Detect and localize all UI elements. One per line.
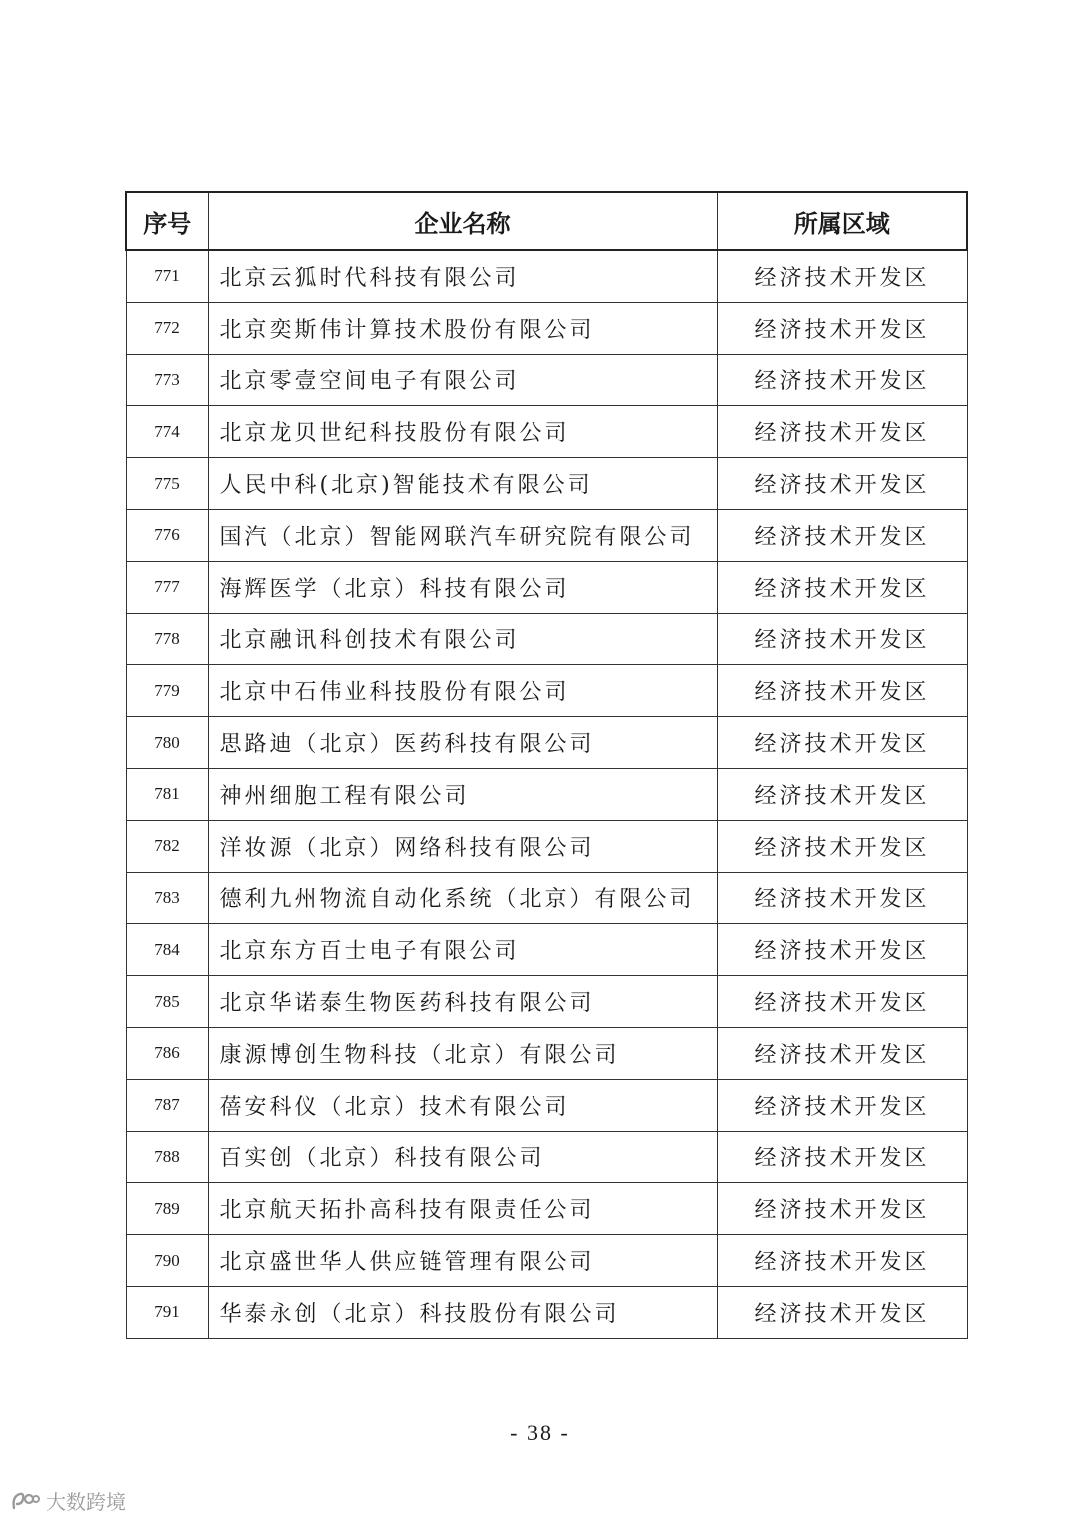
company-name: 蓓安科仪（北京）技术有限公司	[208, 1079, 717, 1131]
region-name: 经济技术开发区	[717, 1235, 967, 1287]
row-index: 772	[126, 302, 208, 354]
region-name: 经济技术开发区	[717, 924, 967, 976]
region-name: 经济技术开发区	[717, 302, 967, 354]
header-region: 所属区域	[717, 192, 967, 250]
table-body	[126, 250, 967, 1338]
table-header	[126, 192, 967, 250]
table-row	[126, 354, 967, 406]
table-row	[126, 820, 967, 872]
table-row	[126, 1183, 967, 1235]
region-name: 经济技术开发区	[717, 613, 967, 665]
table-row	[126, 406, 967, 458]
table-row	[126, 561, 967, 613]
watermark-text: 大数跨境	[46, 1490, 126, 1514]
region-name: 经济技术开发区	[717, 406, 967, 458]
watermark	[10, 1486, 126, 1515]
table-row	[126, 509, 967, 561]
row-index: 784	[126, 924, 208, 976]
row-index: 775	[126, 458, 208, 510]
table-row	[126, 1131, 967, 1183]
company-name: 北京航天拓扑高科技有限责任公司	[208, 1183, 717, 1235]
region-name: 经济技术开发区	[717, 1027, 967, 1079]
region-name: 经济技术开发区	[717, 458, 967, 510]
company-name: 北京零壹空间电子有限公司	[208, 354, 717, 406]
table-row	[126, 717, 967, 769]
row-index: 785	[126, 976, 208, 1028]
row-index: 791	[126, 1286, 208, 1338]
row-index: 773	[126, 354, 208, 406]
company-name: 人民中科(北京)智能技术有限公司	[208, 458, 717, 510]
region-name: 经济技术开发区	[717, 717, 967, 769]
row-index: 787	[126, 1079, 208, 1131]
row-index: 789	[126, 1183, 208, 1235]
row-index: 786	[126, 1027, 208, 1079]
table-row	[126, 768, 967, 820]
table-row	[126, 924, 967, 976]
header-index: 序号	[126, 192, 208, 250]
region-name: 经济技术开发区	[717, 872, 967, 924]
table-row	[126, 302, 967, 354]
table-row	[126, 1079, 967, 1131]
table-row	[126, 250, 967, 302]
enterprise-table	[125, 191, 968, 1339]
row-index: 779	[126, 665, 208, 717]
company-name: 北京龙贝世纪科技股份有限公司	[208, 406, 717, 458]
table-row	[126, 458, 967, 510]
company-name: 北京奕斯伟计算技术股份有限公司	[208, 302, 717, 354]
table-row	[126, 1286, 967, 1338]
region-name: 经济技术开发区	[717, 1183, 967, 1235]
row-index: 788	[126, 1131, 208, 1183]
region-name: 经济技术开发区	[717, 768, 967, 820]
region-name: 经济技术开发区	[717, 509, 967, 561]
company-name: 德利九州物流自动化系统（北京）有限公司	[208, 872, 717, 924]
row-index: 790	[126, 1235, 208, 1287]
company-name: 神州细胞工程有限公司	[208, 768, 717, 820]
company-name: 北京盛世华人供应链管理有限公司	[208, 1235, 717, 1287]
row-index: 774	[126, 406, 208, 458]
table-row	[126, 1027, 967, 1079]
region-name: 经济技术开发区	[717, 665, 967, 717]
region-name: 经济技术开发区	[717, 561, 967, 613]
region-name: 经济技术开发区	[717, 1286, 967, 1338]
row-index: 782	[126, 820, 208, 872]
region-name: 经济技术开发区	[717, 1079, 967, 1131]
row-index: 780	[126, 717, 208, 769]
table-row	[126, 872, 967, 924]
region-name: 经济技术开发区	[717, 354, 967, 406]
header-row	[126, 192, 967, 250]
table-row	[126, 665, 967, 717]
company-name: 思路迪（北京）医药科技有限公司	[208, 717, 717, 769]
row-index: 781	[126, 768, 208, 820]
row-index: 778	[126, 613, 208, 665]
table-row	[126, 1235, 967, 1287]
brand-logo-icon	[10, 1490, 40, 1512]
company-name: 海辉医学（北京）科技有限公司	[208, 561, 717, 613]
row-index: 771	[126, 250, 208, 302]
row-index: 777	[126, 561, 208, 613]
company-name: 北京中石伟业科技股份有限公司	[208, 665, 717, 717]
table-row	[126, 976, 967, 1028]
company-name: 国汽（北京）智能网联汽车研究院有限公司	[208, 509, 717, 561]
region-name: 经济技术开发区	[717, 976, 967, 1028]
company-name: 北京华诺泰生物医药科技有限公司	[208, 976, 717, 1028]
page-number: - 38 -	[510, 1420, 570, 1445]
company-name: 北京云狐时代科技有限公司	[208, 250, 717, 302]
company-name: 洋妆源（北京）网络科技有限公司	[208, 820, 717, 872]
company-name: 北京融讯科创技术有限公司	[208, 613, 717, 665]
header-company-name: 企业名称	[208, 192, 717, 250]
company-name: 北京东方百士电子有限公司	[208, 924, 717, 976]
company-name: 康源博创生物科技（北京）有限公司	[208, 1027, 717, 1079]
region-name: 经济技术开发区	[717, 1131, 967, 1183]
row-index: 783	[126, 872, 208, 924]
table-row	[126, 613, 967, 665]
region-name: 经济技术开发区	[717, 820, 967, 872]
region-name: 经济技术开发区	[717, 250, 967, 302]
company-name: 华泰永创（北京）科技股份有限公司	[208, 1286, 717, 1338]
company-name: 百实创（北京）科技有限公司	[208, 1131, 717, 1183]
row-index: 776	[126, 509, 208, 561]
